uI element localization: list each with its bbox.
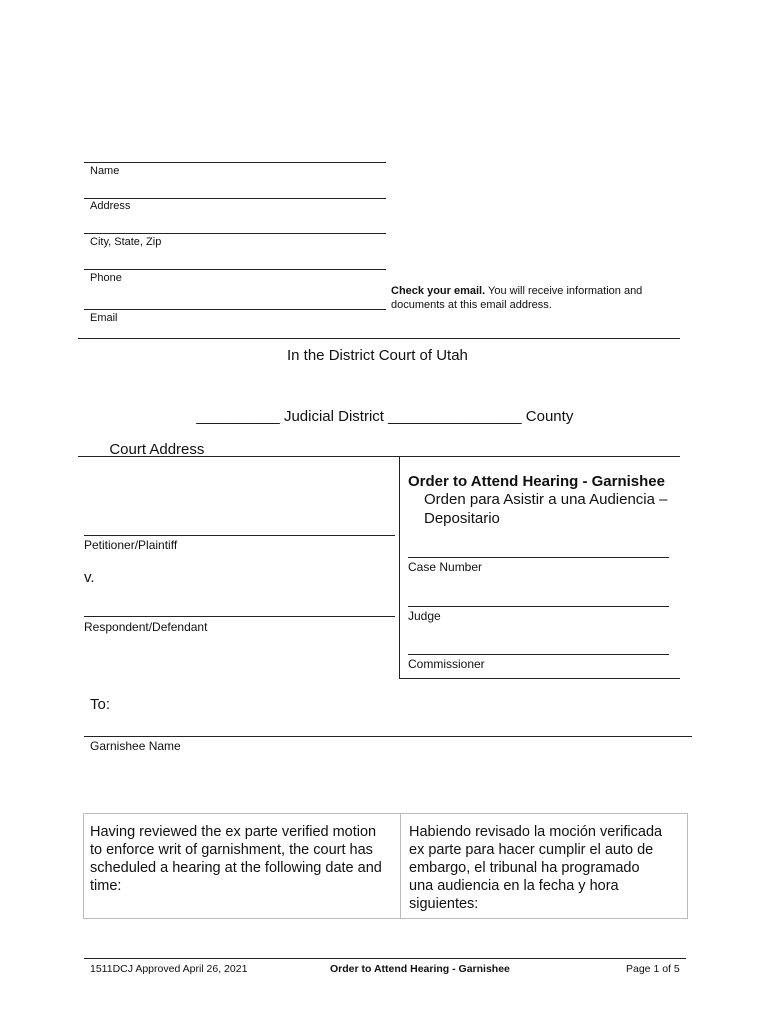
court-address-label: Court Address (109, 441, 209, 458)
district-blank[interactable]: __________ (196, 408, 280, 425)
case-number-label: Case Number (408, 560, 483, 574)
name-line[interactable] (84, 162, 386, 163)
order-title: Order to Attend Hearing - Garnishee (408, 473, 665, 490)
email-note-bold: Check your email. (391, 285, 486, 297)
address-label: Address (90, 200, 131, 212)
email-note (391, 284, 642, 312)
commissioner-line[interactable] (408, 654, 669, 655)
spanish-instructions (409, 823, 685, 913)
petitioner-line[interactable] (84, 535, 395, 536)
court-title: In the District Court of Utah (287, 347, 468, 364)
court-address-row (101, 424, 659, 458)
footer-form-title: Order to Attend Hearing - Garnishee (330, 963, 510, 975)
caption-top-rule (78, 456, 680, 457)
respondent-line[interactable] (84, 616, 395, 617)
petitioner-label: Petitioner/Plaintiff (84, 538, 178, 552)
spanish-line-3: embargo, el tribunal ha programado (409, 860, 640, 876)
respondent-label: Respondent/Defendant (84, 620, 208, 634)
phone-label: Phone (90, 272, 122, 284)
district-county-row (188, 391, 573, 425)
footer-form-id: 1511DCJ Approved April 26, 2021 (90, 963, 248, 975)
english-line-2: to enforce writ of garnishment, the court has (90, 842, 373, 858)
english-instructions (90, 823, 398, 895)
spanish-line-5: siguientes: (409, 896, 479, 912)
garnishee-name-line[interactable] (84, 736, 692, 737)
email-note-line2: documents at this email address. (391, 299, 552, 311)
order-title-spanish-line1: Orden para Asistir a una Audiencia – (424, 491, 668, 508)
english-line-3: scheduled a hearing at the following date and (90, 860, 382, 876)
commissioner-label: Commissioner (408, 657, 485, 671)
judge-line[interactable] (408, 606, 669, 607)
court-address-blank[interactable]: ______________________________________________________ (208, 441, 660, 458)
caption-bottom-rule (399, 678, 680, 679)
english-line-1: Having reviewed the ex parte verified motion (90, 824, 377, 840)
body-table-divider (400, 813, 401, 918)
city-state-zip-label: City, State, Zip (90, 236, 162, 248)
phone-line[interactable] (84, 269, 386, 270)
court-header-top-rule (78, 338, 680, 339)
to-label: To: (90, 696, 111, 713)
address-line[interactable] (84, 198, 386, 199)
case-number-line[interactable] (408, 557, 669, 558)
footer-page-number: Page 1 of 5 (626, 963, 680, 975)
english-line-4: time: (90, 878, 122, 894)
city-state-zip-line[interactable] (84, 233, 386, 234)
name-label: Name (90, 165, 120, 177)
email-line[interactable] (84, 309, 386, 310)
spanish-line-4: una audiencia en la fecha y hora (409, 878, 619, 894)
caption-divider (399, 456, 400, 678)
county-blank[interactable]: ________________ (388, 408, 522, 425)
order-title-spanish-line2: Depositario (424, 510, 500, 527)
spanish-line-2: ex parte para hacer cumplir el auto de (409, 842, 654, 858)
versus-label: v. (84, 569, 95, 586)
footer-rule (84, 958, 686, 959)
district-label: Judicial District (279, 408, 389, 425)
spanish-line-1: Habiendo revisado la moción verificada (409, 824, 663, 840)
judge-label: Judge (408, 609, 441, 623)
county-label: County (521, 408, 574, 425)
email-note-line1: You will receive information and (485, 285, 643, 297)
garnishee-name-label: Garnishee Name (90, 739, 181, 753)
email-label: Email (90, 312, 118, 324)
